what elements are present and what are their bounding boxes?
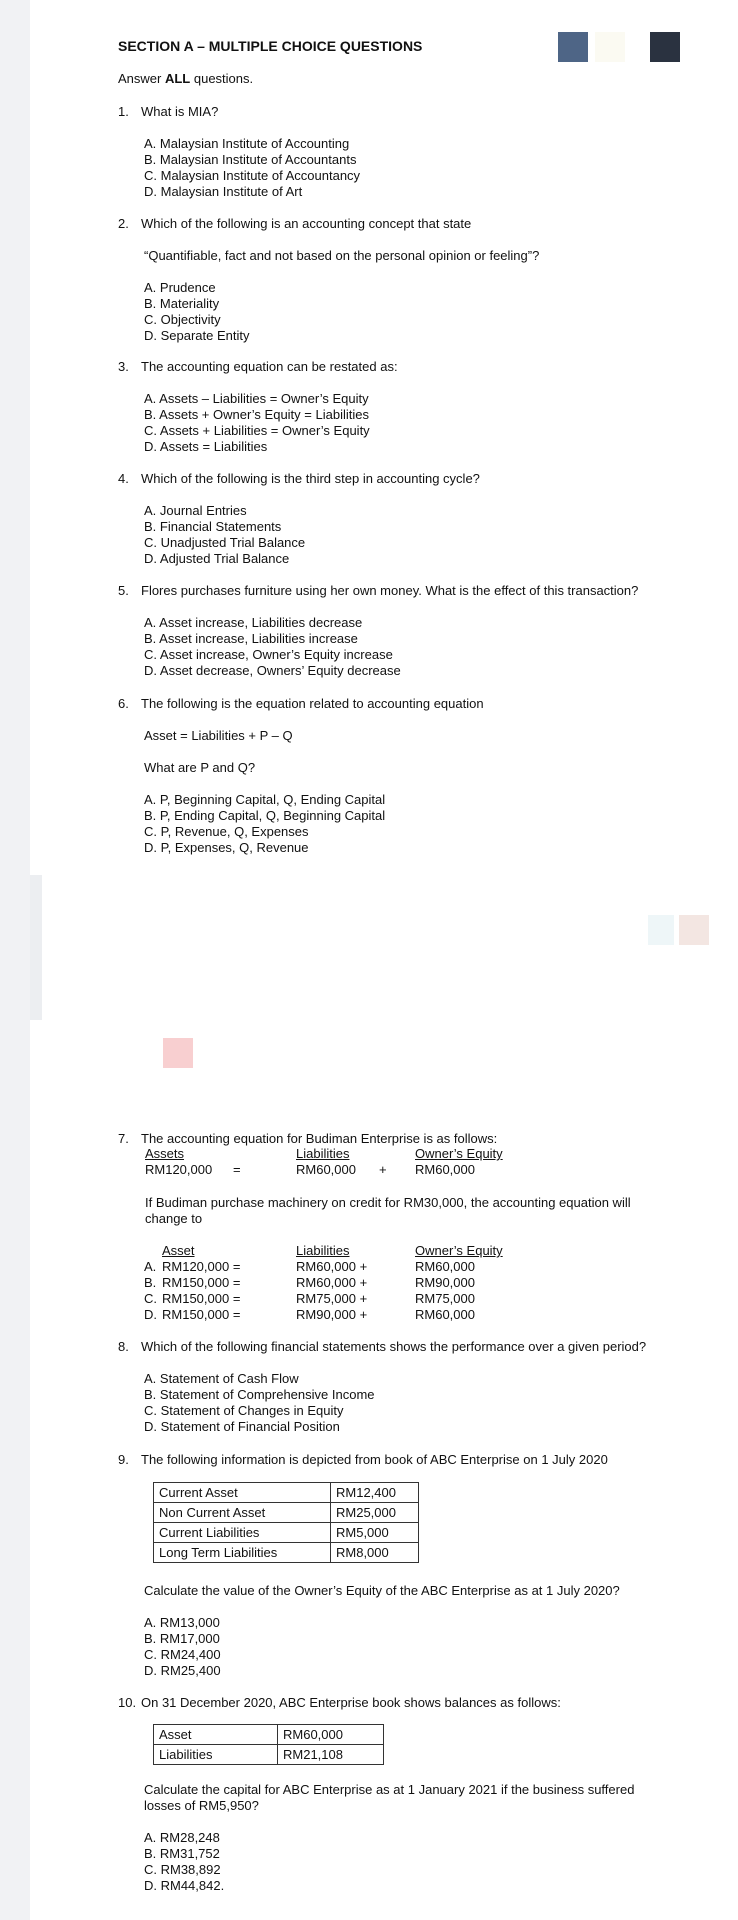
q5-option-b: B. Asset increase, Liabilities increase xyxy=(144,631,358,646)
table-cell: RM60,000 xyxy=(278,1725,384,1745)
q3-option-a: A. Assets – Liabilities = Owner’s Equity xyxy=(144,391,369,406)
table-row xyxy=(154,1523,419,1543)
q3-number: 3. xyxy=(118,359,129,374)
q7-head-liabilities: Liabilities xyxy=(296,1146,350,1161)
q7-option-b-label: B. xyxy=(144,1275,157,1290)
table-cell: Current Asset xyxy=(154,1483,331,1503)
q7-option-c-asset: RM150,000 = xyxy=(162,1291,241,1306)
q1-text: What is MIA? xyxy=(141,104,219,119)
q7-option-d-label: D. xyxy=(144,1307,157,1322)
q3-option-d: D. Assets = Liabilities xyxy=(144,439,268,454)
q7-paragraph-line2: change to xyxy=(145,1211,203,1226)
q7-option-head-equity: Owner’s Equity xyxy=(415,1243,503,1258)
q2-number: 2. xyxy=(118,216,129,231)
q7-option-c-equity: RM75,000 xyxy=(415,1291,475,1306)
table-cell: Liabilities xyxy=(154,1745,278,1765)
q9-number: 9. xyxy=(118,1452,129,1467)
q7-option-head-liabilities: Liabilities xyxy=(296,1243,350,1258)
q1-option-b: B. Malaysian Institute of Accountants xyxy=(144,152,357,167)
table-cell: Asset xyxy=(154,1725,278,1745)
q7-value-assets: RM120,000 xyxy=(145,1162,213,1177)
table-cell: Current Liabilities xyxy=(154,1523,331,1543)
table-row xyxy=(154,1543,419,1563)
q7-option-d-equity: RM60,000 xyxy=(415,1307,475,1322)
q10-option-c: C. RM38,892 xyxy=(144,1862,221,1877)
table-cell: RM25,000 xyxy=(331,1503,419,1523)
q9-option-a: A. RM13,000 xyxy=(144,1615,220,1630)
q10-table xyxy=(153,1724,384,1765)
table-cell: Long Term Liabilities xyxy=(154,1543,331,1563)
q8-text: Which of the following financial statements shows the performance over a given period? xyxy=(141,1339,647,1354)
table-cell: Non Current Asset xyxy=(154,1503,331,1523)
q5-option-d: D. Asset decrease, Owners’ Equity decrease xyxy=(144,663,401,678)
q4-option-b: B. Financial Statements xyxy=(144,519,282,534)
q8-option-a: A. Statement of Cash Flow xyxy=(144,1371,299,1386)
q9-option-d: D. RM25,400 xyxy=(144,1663,221,1678)
q1-number: 1. xyxy=(118,104,129,119)
q7-equals: = xyxy=(233,1162,241,1177)
table-row xyxy=(154,1745,384,1765)
q1-option-a: A. Malaysian Institute of Accounting xyxy=(144,136,350,151)
q3-text: The accounting equation can be restated as: xyxy=(141,359,398,374)
q5-option-c: C. Asset increase, Owner’s Equity increase xyxy=(144,647,393,662)
q9-text: The following information is depicted from book of ABC Enterprise on 1 July 2020 xyxy=(141,1452,608,1467)
q7-option-c-liab: RM75,000 + xyxy=(296,1291,368,1306)
q7-option-b-asset: RM150,000 = xyxy=(162,1275,241,1290)
table-cell: RM12,400 xyxy=(331,1483,419,1503)
q7-plus: + xyxy=(379,1162,387,1177)
table-cell: RM21,108 xyxy=(278,1745,384,1765)
q6-option-c: C. P, Revenue, Q, Expenses xyxy=(144,824,309,839)
q5-number: 5. xyxy=(118,583,129,598)
q4-option-a: A. Journal Entries xyxy=(144,503,247,518)
q7-option-d-liab: RM90,000 + xyxy=(296,1307,368,1322)
q10-option-b: B. RM31,752 xyxy=(144,1846,220,1861)
q7-option-a-liab: RM60,000 + xyxy=(296,1259,368,1274)
q10-number: 10. xyxy=(118,1695,137,1710)
q2-text: Which of the following is an accounting concept that state xyxy=(141,216,472,231)
q10-text: On 31 December 2020, ABC Enterprise book shows balances as follows: xyxy=(141,1695,561,1710)
q8-option-b: B. Statement of Comprehensive Income xyxy=(144,1387,375,1402)
q3-option-b: B. Assets + Owner’s Equity = Liabilities xyxy=(144,407,369,422)
q9-table xyxy=(153,1482,419,1563)
q10-question-line1: Calculate the capital for ABC Enterprise as at 1 January 2021 if the business suffered xyxy=(144,1782,635,1797)
q6-number: 6. xyxy=(118,696,129,711)
q7-number: 7. xyxy=(118,1131,129,1146)
q10-option-a: A. RM28,248 xyxy=(144,1830,220,1845)
q6-equation: Asset = Liabilities + P – Q xyxy=(144,728,293,743)
q4-option-c: C. Unadjusted Trial Balance xyxy=(144,535,306,550)
table-row xyxy=(154,1503,419,1523)
instruction: Answer ALL questions. xyxy=(118,71,254,86)
q9-option-b: B. RM17,000 xyxy=(144,1631,220,1646)
q7-option-a-equity: RM60,000 xyxy=(415,1259,475,1274)
section-title: SECTION A – MULTIPLE CHOICE QUESTIONS xyxy=(118,38,423,54)
q4-text: Which of the following is the third step in accounting cycle? xyxy=(141,471,480,486)
q7-option-d-asset: RM150,000 = xyxy=(162,1307,241,1322)
q7-option-a-asset: RM120,000 = xyxy=(162,1259,241,1274)
q5-text: Flores purchases furniture using her own money. What is the effect of this transaction? xyxy=(141,583,639,598)
q7-option-b-equity: RM90,000 xyxy=(415,1275,475,1290)
q6-option-d: D. P, Expenses, Q, Revenue xyxy=(144,840,309,855)
q6-option-b: B. P, Ending Capital, Q, Beginning Capital xyxy=(144,808,386,823)
q7-value-equity: RM60,000 xyxy=(415,1162,475,1177)
q7-head-assets: Assets xyxy=(145,1146,185,1161)
q2-option-c: C. Objectivity xyxy=(144,312,221,327)
q10-option-d: D. RM44,842. xyxy=(144,1878,225,1893)
q4-option-d: D. Adjusted Trial Balance xyxy=(144,551,290,566)
q2-option-b: B. Materiality xyxy=(144,296,220,311)
q8-option-c: C. Statement of Changes in Equity xyxy=(144,1403,344,1418)
q7-option-a-label: A. xyxy=(144,1259,157,1274)
q2-quote: “Quantifiable, fact and not based on the personal opinion or feeling”? xyxy=(144,248,540,263)
q7-option-b-liab: RM60,000 + xyxy=(296,1275,368,1290)
q1-option-c: C. Malaysian Institute of Accountancy xyxy=(144,168,361,183)
table-cell: RM5,000 xyxy=(331,1523,419,1543)
q1-option-d: D. Malaysian Institute of Art xyxy=(144,184,303,199)
q7-paragraph-line1: If Budiman purchase machinery on credit for RM30,000, the accounting equation will xyxy=(145,1195,631,1210)
q6-subquestion: What are P and Q? xyxy=(144,760,256,775)
q7-head-equity: Owner’s Equity xyxy=(415,1146,503,1161)
q6-option-a: A. P, Beginning Capital, Q, Ending Capital xyxy=(144,792,386,807)
q6-text: The following is the equation related to accounting equation xyxy=(141,696,484,711)
q10-question-line2: losses of RM5,950? xyxy=(144,1798,259,1813)
q2-option-a: A. Prudence xyxy=(144,280,216,295)
table-row xyxy=(154,1725,384,1745)
q2-option-d: D. Separate Entity xyxy=(144,328,250,343)
q5-option-a: A. Asset increase, Liabilities decrease xyxy=(144,615,363,630)
q9-question: Calculate the value of the Owner’s Equity of the ABC Enterprise as at 1 July 2020? xyxy=(144,1583,620,1598)
q7-option-c-label: C. xyxy=(144,1291,157,1306)
q8-number: 8. xyxy=(118,1339,129,1354)
q8-option-d: D. Statement of Financial Position xyxy=(144,1419,340,1434)
q9-option-c: C. RM24,400 xyxy=(144,1647,221,1662)
table-row xyxy=(154,1483,419,1503)
table-cell: RM8,000 xyxy=(331,1543,419,1563)
q3-option-c: C. Assets + Liabilities = Owner’s Equity xyxy=(144,423,370,438)
q7-text: The accounting equation for Budiman Enterprise is as follows: xyxy=(141,1131,498,1146)
q7-option-head-asset: Asset xyxy=(162,1243,195,1258)
q7-value-liabilities: RM60,000 xyxy=(296,1162,356,1177)
q4-number: 4. xyxy=(118,471,129,486)
